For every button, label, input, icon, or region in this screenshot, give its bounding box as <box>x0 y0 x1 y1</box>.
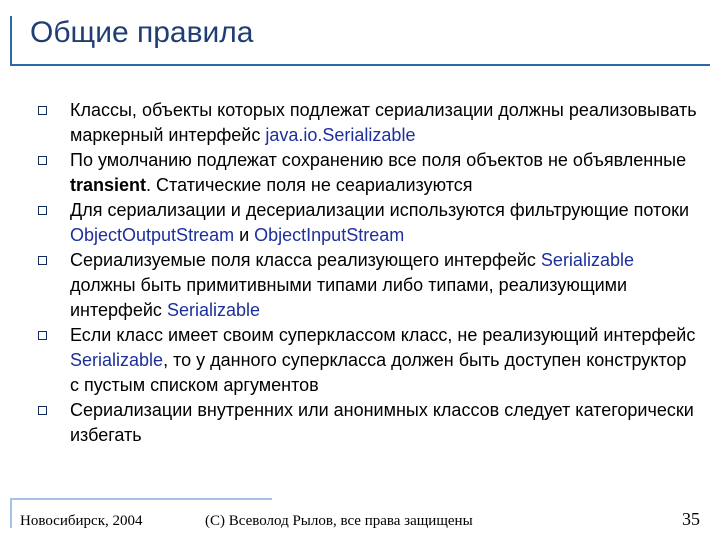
bullet-text: Для сериализации и десериализации используются фильтрующие потоки <box>70 200 690 220</box>
title-rule-horizontal <box>10 64 710 66</box>
bullet-item <box>38 98 698 148</box>
square-bullet-icon <box>38 156 47 165</box>
square-bullet-icon <box>38 256 47 265</box>
bullet-item <box>38 198 698 248</box>
bullet-item <box>38 398 698 448</box>
keyword-term: transient <box>70 175 147 195</box>
title-rule-vertical <box>10 16 12 66</box>
footer-copyright: (С) Всеволод Рылов, все права защищены <box>205 513 473 529</box>
bullet-text: Сериализации внутренних или анонимных классов следует категорически избегать <box>70 400 694 445</box>
bullet-item <box>38 248 698 323</box>
bullet-text: По умолчанию подлежат сохранению все поля объектов не объявленные <box>70 150 687 170</box>
page-number: 35 <box>682 509 700 529</box>
footer-location-year: Новосибирск, 2004 <box>20 513 143 529</box>
bullet-text: , то у данного суперкласса должен быть доступен конструктор с пустым списком аргументов <box>70 350 687 395</box>
bullet-text: и <box>234 225 255 245</box>
code-term: Serializable <box>166 300 260 320</box>
square-bullet-icon <box>38 331 47 340</box>
code-term: Serializable <box>540 250 634 270</box>
bullet-text: должны быть примитивными типами либо типами, реализующими интерфейс <box>70 275 628 320</box>
code-term: Serializable <box>70 350 164 370</box>
bullet-text: . Статические поля не сеариализуются <box>146 175 473 195</box>
footer-rule-vertical <box>10 498 12 528</box>
square-bullet-icon <box>38 406 47 415</box>
bullet-text: Классы, объекты которых подлежат сериализации должны реализовывать маркерный интерфейс <box>70 100 697 145</box>
bullet-list <box>38 98 698 448</box>
footer-rule-horizontal <box>10 498 272 500</box>
bullet-item <box>38 148 698 198</box>
code-term: ObjectInputStream <box>254 225 405 245</box>
bullet-text: Если класс имеет своим суперклассом класс, не реализующий интерфейс <box>70 325 696 345</box>
bullet-item <box>38 323 698 398</box>
bullet-text: Сериализуемые поля класса реализующего интерфейс <box>70 250 541 270</box>
square-bullet-icon <box>38 206 47 215</box>
slide-title: Общие правила <box>30 16 254 49</box>
square-bullet-icon <box>38 106 47 115</box>
code-term: java.io.Serializable <box>265 125 416 145</box>
code-term: ObjectOutputStream <box>70 225 235 245</box>
